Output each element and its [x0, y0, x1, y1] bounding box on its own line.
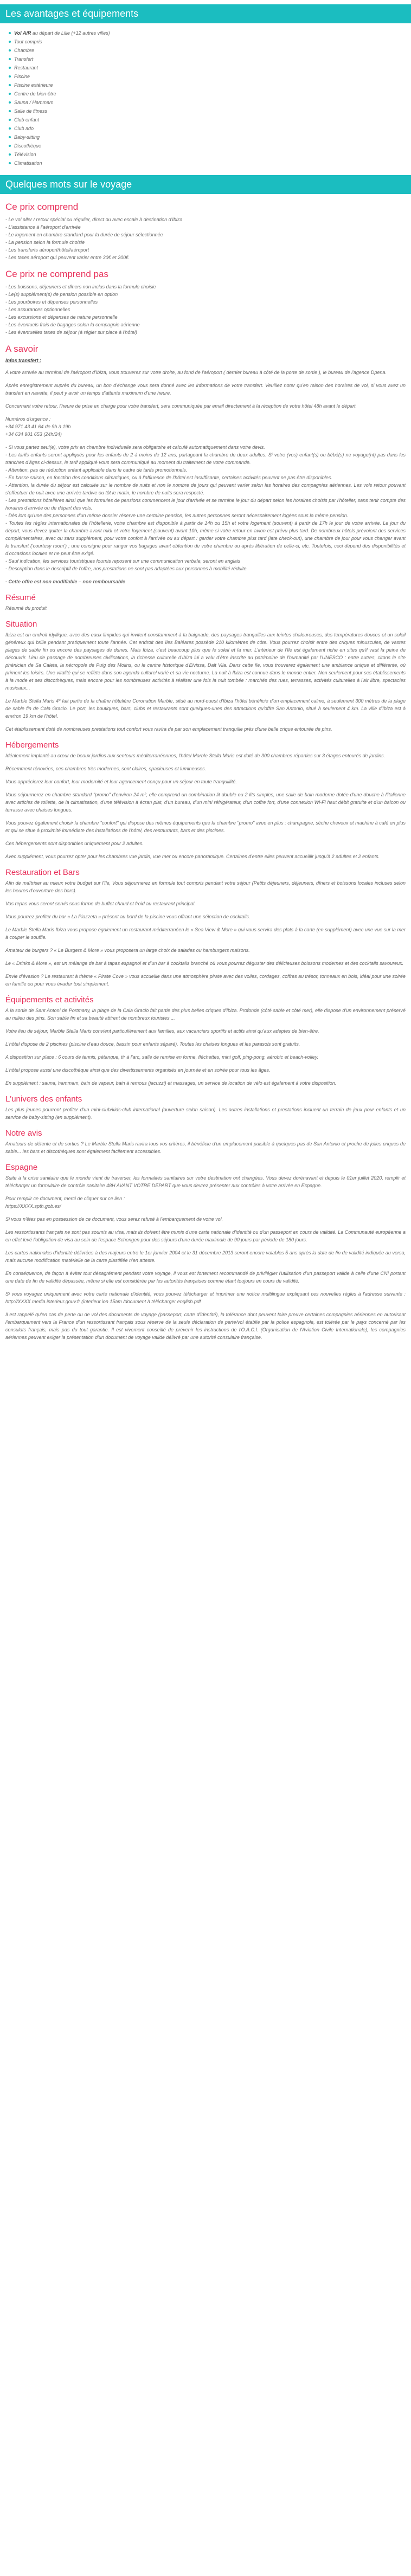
advantage-item-label: Club enfant [14, 117, 40, 123]
restaurants-text [5, 879, 406, 988]
restaurants-line: Amateur de burgers ? « Le Burgers & More » vous proposera un large choix de salades ou hamburgers maisons. [5, 948, 250, 953]
children-line: Les plus jeunes pourront profiter d'un mini-club/kids-club international (ouverture selon saison). Les autres installations et prestations incluent un terrain de jeux pour enfants et un service de baby-sitting (en supplément). [5, 1107, 406, 1120]
lodging-line: Ces hébergements sont disponibles uniquement pour 2 adultes. [5, 841, 144, 846]
included-heading: Ce prix comprend [5, 202, 79, 212]
spain-line: Les cartes nationales d'identité délivrées à des majeurs entre le 1er janvier 2004 et le 31 décembre 2013 seront encore valables 5 ans après la date de fin de validité indiquée au verso, mais aucune modification matérielle de la carte plastifiée n'en atteste. [5, 1250, 406, 1263]
advantage-item [5, 81, 406, 89]
summary-text: Résumé du produit [5, 606, 47, 611]
excluded-line: - Les excursions et dépenses de nature personnelle [5, 314, 118, 320]
advantage-item-label: au départ de Lille (+12 autres villes) [31, 30, 110, 36]
excluded-heading: Ce prix ne comprend pas [5, 269, 108, 279]
spain-heading: Espagne [5, 1163, 38, 1172]
advantage-item [5, 98, 406, 107]
situation-line: Ibiza est un endroit idyllique, avec des eaux limpides qui invitent constamment à la baignade, des paysages tranquilles aux teintes chaleureuses, des températures douces et un soleil généreux qui brille pendant pratiquement toute l'année. Cet endroit des îles Baléares possède 210 kilomètres de côte. Vous pourrez choisir entre des criques minuscules, de vastes plages de sable fin ou encore des paysages de dunes. Mais Ibiza, c'est beaucoup plus que le soleil et la mer. L'intérieur de l'île est également riche en sites qu'il vaut la peine de découvrir. Lieu de passage de nombreuses civilisations, la richesse culturelle d'Ibiza lui a valu d'être inscrite au patrimoine de l'humanité par l'UNESCO : entre autres, citons le site phénicien de Sa Caleta, la nécropole de Puig des Molins, ou le centre historique d'Eivissa, Dalt Vila. Dans cette île, vous trouverez également une ambiance unique et différente, où priment les loisirs. Une vitalité qui se reflète dans son agenda culturel varié et sa vie nocturne. La nuit à Ibiza est connue dans le monde entier. Non seulement pour ses établissements à la mode et ses discothèques, mais encore pour les nombreuses activités à réaliser une fois la nuit tombée : marchés des rues, terrasses, activités culturelles à l'air libre, spectacles musicaux... [5, 632, 406, 691]
advantage-item [5, 107, 406, 115]
notice-line: Concernant votre retour, l'heure de prise en charge pour votre transfert, sera communiquée par email directement à la réception de votre hôtel 48h avant le départ. [5, 403, 357, 409]
advantage-item-label: Piscine extérieure [14, 82, 53, 88]
children-heading: L'univers des enfants [5, 1094, 82, 1104]
equipment-line: L'hôtel propose aussi une discothèque ainsi que des divertissements organisés en journée et en soirée pour tous les âges. [5, 1067, 271, 1073]
lodging-line: Avec supplément, vous pourrez opter pour les chambres vue jardin, vue mer ou encore panoramique. Certaines d'entre elles peuvent accueillir jusqu'à 2 adultes et 2 enfants. [5, 854, 380, 859]
notice-line: Après enregistrement auprès du bureau, un bon d'échange vous sera donné avec les informations de votre transfert. Veuillez noter qu'en raison des horaires de vol, si vous avez un transfert en navette, il peut y avoir un temps d'attente maximum d'une heure. [5, 383, 406, 396]
opinion-line: Amateurs de détente et de sorties ? Le Marble Stella Maris ravira tous vos critères, il bénéficie d'un emplacement paisible à quelques pas de San Antonio et proche de jolies criques de sable... les bars et discothèques sont également facilement accessibles. [5, 1141, 406, 1154]
excluded-line: - Les boissons, déjeuners et dîners non inclus dans la formule choisie [5, 284, 156, 289]
advantage-item [5, 37, 406, 46]
spain-alert-2: Si vous n'êtes pas en possession de ce document, vous serez refusé à l'embarquement de votre vol. [5, 1216, 223, 1222]
advantage-item [5, 115, 406, 124]
notice-line: A votre arrivée au terminal de l'aéroport d'Ibiza, vous trouverez sur votre droite, au fond de l'aéroport ( dernier bureau à côté de la porte de sortie ), le bureau de l'agence Dpena. [5, 370, 387, 375]
lodging-heading: Hébergements [5, 740, 59, 750]
advantage-item [5, 72, 406, 81]
advantage-item-label: Tout compris [14, 39, 42, 44]
advantage-item [5, 63, 406, 72]
spain-line: Les ressortissants français ne sont pas soumis au visa, mais ils doivent être munis d'une carte nationale d'identité ou d'un passeport en cours de validité. La Communauté européenne a en effet levé l'obligation de visa au sein de l'espace Schengen pour des séjours d'une durée maximale de 90 jours par période de 180 jours. [5, 1229, 406, 1242]
situation-text [5, 631, 406, 733]
spain-alert-link[interactable]: https://XXXX.spth.gob.es/ [5, 1203, 61, 1209]
children-text [5, 1106, 406, 1121]
included-line: - Le logement en chambre standard pour la durée de séjour sélectionnée [5, 232, 163, 237]
notice-heading: A savoir [5, 344, 38, 354]
situation-line: Cet établissement doté de nombreuses prestations tout confort vous ravira de par son emplacement tranquille près d'une belle crique entourée de pins. [5, 726, 332, 732]
restaurants-line: Envie d'évasion ? Le restaurant à thème « Pirate Cove » vous accueille dans une atmosphère pirate avec des voiles, cordages, coffres au trésor, tonneaux en bois, idéal pour une soirée en famille ou pour vous évader tout simplement. [5, 974, 406, 987]
included-list [5, 216, 406, 261]
opinion-heading: Notre avis [5, 1129, 42, 1138]
advantage-item-label: Centre de bien-être [14, 91, 56, 96]
excluded-list [5, 283, 406, 336]
lodging-line: Récemment rénovées, ces chambres très modernes, sont claires, spacieuses et lumineuses. [5, 766, 207, 771]
restaurants-line: Le Marble Stella Maris Ibiza vous propose également un restaurant méditerranéen le « Sea View & More » qui vous servira des plats à la carte (en supplément) avec une vue sur la mer à couper le souffle. [5, 927, 406, 940]
advantage-item [5, 29, 406, 37]
included-line: - Les transferts aéroport/hôtel/aéroport [5, 247, 89, 253]
included-line: - Les taxes aéroport qui peuvent varier entre 30€ et 200€ [5, 255, 129, 260]
advantage-item-label: Discothèque [14, 143, 42, 149]
advantage-item-label: Piscine [14, 74, 30, 79]
notice-subheading: Infos transfert : [5, 358, 42, 363]
excluded-line: - Les éventuels frais de bagages selon la compagnie aérienne [5, 322, 140, 327]
equipment-line: L'hôtel dispose de 2 piscines (piscine d'eau douce, bassin pour enfants séparé). Toutes les chaises longues et les parasols sont gratuits. [5, 1041, 300, 1047]
excluded-line: - Les assurances optionnelles [5, 307, 70, 312]
equipment-line: Votre lieu de séjour, Marble Stella Maris convient particulièrement aux familles, aux vacanciers sportifs et actifs ainsi qu'aux adeptes de bien-être. [5, 1028, 319, 1034]
advantage-item-label: Télévision [14, 152, 36, 157]
spain-alert-link-intro: Pour remplir ce document, merci de cliquer sur ce lien : [5, 1196, 125, 1201]
advantage-item [5, 46, 406, 55]
spain-text [5, 1228, 406, 1341]
advantage-item-label: Transfert [14, 56, 34, 62]
lodging-line: Vous séjournerez en chambre standard "promo" d'environ 24 m², elle comprend un combination lit double ou 2 lits simples, une salle de bain moderne dotée d'une douche à l'italienne avec articles de toilette, de la climatisation, d'une télévision à écran plat, d'un bureau, d'un mini réfrigérateur, d'un coffre fort, d'une connexion Wi-Fi haut débit gratuite et d'un balcon ou terrasse avec chaises longues. [5, 792, 406, 813]
advantage-item-label: Climatisation [14, 160, 42, 166]
lodging-line: Vous pouvez également choisir la chambre "confort" qui dispose des mêmes équipements que la chambre "promo" avec en plus : champagne, sèche cheveux et machine à café en plus et qui se situe à proximité immédiate des installations de l'hôtel, des restaurants, bars et des piscines. [5, 820, 406, 833]
advantage-item-label: Restaurant [14, 65, 38, 70]
restaurants-line: Afin de maîtriser au mieux votre budget sur l'île, Vous séjournerez en formule tout compris pendant votre séjour (Petits déjeuners, déjeuners, dîners et boissons locales incluses selon les heures d'ouverture des bars). [5, 880, 406, 893]
advantage-item [5, 124, 406, 133]
advantage-item [5, 150, 406, 159]
advantage-item-label: Baby-sitting [14, 134, 40, 140]
restaurants-line: Vous pourrez profiter du bar « La Piazzeta » présent au bord de la piscine vous offrant une sélection de cocktails. [5, 914, 251, 919]
advantage-item [5, 133, 406, 141]
situation-heading: Situation [5, 620, 37, 629]
lodging-line: Idéalement implanté au cœur de beaux jardins aux senteurs méditerranéennes, l'hôtel Marble Stella Maris est doté de 300 chambres réparties sur 3 étages entourés de jardins. [5, 753, 386, 758]
advantage-item [5, 55, 406, 63]
advantages-list [5, 29, 406, 168]
equipment-line: En supplément : sauna, hammam, bain de vapeur, bain à remous (jacuzzi) et massages, un service de location de vélo est également à votre disposition. [5, 1080, 337, 1086]
lodging-text [5, 752, 406, 860]
restaurants-heading: Restauration et Bars [5, 868, 80, 877]
advantage-item-strong: Vol A/R [14, 30, 31, 36]
equipment-line: A la sortie de Sant Antoni de Portmany, la plage de la Cala Gracio fait partie des plus belles criques d'Ibiza. Profonde (côté sable et côté mer), elle dispose d'un environnement préservé au milieu des pins. Son sable fin et sa beauté attirent de nombreux touristes ... [5, 1008, 406, 1021]
no-refund-note: - Cette offre est non modifiable – non remboursable [5, 579, 125, 584]
advantage-item-label: Chambre [14, 48, 35, 53]
equipment-heading: Équipements et activités [5, 995, 94, 1004]
spain-line: En conséquence, de façon à éviter tout désagrément pendant votre voyage, il vous est fortement recommandé de privilégier l'utilisation d'un passeport valide à celle d'une CNI portant une date de fin de validité dépassée, même si elle est considérée par les autorités françaises comme étant toujours en cours de validité. [5, 1271, 406, 1284]
restaurants-line: Vos repas vous seront servis sous forme de buffet chaud et froid au restaurant principal. [5, 901, 196, 906]
included-line: - L'assistance à l'aéroport d'arrivée [5, 224, 81, 230]
equipment-text [5, 1007, 406, 1087]
advantage-item [5, 89, 406, 98]
included-line: - La pension selon la formule choisie [5, 240, 85, 245]
equipment-line: A disposition sur place : 6 cours de tennis, pétanque, tir à l'arc, salle de remise en forme, fléchettes, mini golf, ping-pong, aérobic et beach-volley. [5, 1054, 319, 1060]
spain-line: Si vous voyagez uniquement avec votre carte nationale d'identité, vous pouvez télécharger et imprimer une notice multilingue expliquant ces nouvelles règles à l'adresse suivante : http://XXXX.media.interieur.gouv.fr (interieur.ion 15am /document à télécharger english.pdf [5, 1291, 406, 1304]
excluded-line: - Les pourboires et dépenses personnelles [5, 299, 98, 305]
advantage-item-label: Club ado [14, 126, 34, 131]
spain-line: Il est rappelé qu'en cas de perte ou de vol des documents de voyage (passeport, carte d'identité), la tolérance dont peuvent faire preuve certaines compagnies aériennes en autorisant l'embarquement vers la France d'un ressortissant français sous réserve de la seule déclaration de perte/vol établie par la police espagnole, est tolérée par le pays concerné par les consulats français, mais pas du tout garantie. Il est vivement conseillé de prévenir les instructions de l'O.A.C.I. (Organisation de l'Aviation Civile Internationale), les compagnies aériennes peuvent exiger la présentation d'un document de voyage valide délivré par une autorité consulaire française. [5, 1312, 406, 1340]
spain-alert: Suite à la crise sanitaire que le monde vient de traverser, les formalités sanitaires sur votre destination ont changées. Vous devez dorénavant et depuis le 01er juillet 2020, remplir et télécharger un formulaire de contrôle sanitaire 48H AVANT VOTRE DÉPART que vous devrez présenter aux contrôles à votre arrivée en Espagne. [5, 1175, 406, 1188]
notice-text [5, 369, 406, 572]
restaurants-line: Le « Drinks & More », est un mélange de bar à tapas espagnol et d'un bar à cocktails branché où vous pourrez déguster des délicieuses boissons modernes et des cocktails savoureux. [5, 961, 404, 966]
excluded-line: - Le(s) supplément(s) de pension possible en option [5, 292, 118, 297]
advantage-item-label: Salle de fitness [14, 108, 48, 114]
advantage-item-label: Sauna / Hammam [14, 100, 54, 105]
advantages-banner: Les avantages et équipements [0, 4, 411, 23]
lodging-line: Vous apprécierez leur confort, leur modernité et leur agencement conçu pour un séjour en toute tranquillité. [5, 779, 237, 784]
advantage-item [5, 141, 406, 150]
excluded-line: - Les éventuelles taxes de séjour (à régler sur place à l'hôtel) [5, 330, 137, 335]
summary-heading: Résumé [5, 593, 36, 602]
advantage-item [5, 159, 406, 168]
notice-line: Numéros d'urgence : +34 971 43 41 64 de 9h à 19h +34 634 901 653 (24h/24) [5, 416, 71, 437]
included-line: - Le vol aller / retour spécial ou régulier, direct ou avec escale à destination d'Ibiza [5, 217, 183, 222]
situation-line: Le Marble Stella Maris 4* fait partie de la chaîne hôtelière Coronation Marble, situé au nord-ouest d'Ibiza l'hôtel bénéficie d'un emplacement calme, à seulement 300 mètres de la plage de sable fin de Cala Gracio. Le port, les boutiques, bars, clubs et restaurants sont quelques-unes des attractions qu'offre San Antonio, situé à seulement 4 km. La ville d'Ibiza est à environ 19 km de l'hôtel. [5, 698, 406, 719]
notice-line: - Si vous partez seul(e), votre prix en chambre individuelle sera obligatoire et calculé automatiquement dans votre devis. - Les tarifs enfants seront appliqués pour les enfants de 2 à moins de 12 ans, partageant la chambre de deux adultes. Si votre (vos) enfant(s) ou bébé(s) ne voyage(nt) pas dans les tranches d'âges ci-dessus, le tarif appliqué vous sera communiqué au moment du traitement de votre commande. - Attention, pas de réduction enfant applicable dans le cadre de tarifs promotionnels. - En basse saison, en fonction des conditions climatiques, ou à l'affluence de l'hôtel est insuffisante, certaines activités peuvent ne pas être disponibles. - Attention, la durée du séjour est calculée sur le nombre de nuits et non le nombre de jours qui peuvent varier selon les horaires des compagnies aériennes. Les vols retour pouvant s'effectuer de nuit avec une arrivée tardive ou tôt le matin, le nombre de nuits sera respecté. - Les prestations hôtelières ainsi que les formules de pensions commencent le jour d'arrivée et se termine le jour du départ selon les horaires choisis par l'hôtelier, sans tenir compte des horaires d'arrivée ou de départ des vols. - Dès lors qu'une des personnes d'un même dossier réserve une certaine pension, les autres personnes seront nécessairement logées sous la même pension. - Toutes les règles internationales de l'hôtellerie, votre chambre est disponible à partir de 14h ou 15h et votre logement (souvent) à partir de 17h le jour de votre arrivée. Le jour du départ, vous devez quitter la chambre avant midi et votre logement (souvent) avant 10h, même si votre retour en avion est prévu plus tard. De nombreux hôtels prévoient des services complémentaires, avec ou sans supplément, pour votre confort à l'arrivée ou au départ : garder votre chambre plus tard (late check-out), une chambre de jour pour vous changer avant le transfert ('courtesy room') ; une consigne pour ranger vos bagages avant obtention de votre chambre ou après libération de celle-ci, etc. Toutefois, ceci dépend des disponibilités et d'occasions locales et ne peut être exigé. - Sauf indication, les services touristiques fournis reposent sur une communication verbale, seront en anglais - Description dans le descriptif de l'offre, nos prestations ne sont pas adaptées aux personnes à mobilité réduite. [5, 445, 406, 571]
trip-banner: Quelques mots sur le voyage [0, 175, 411, 194]
opinion-text [5, 1140, 406, 1155]
